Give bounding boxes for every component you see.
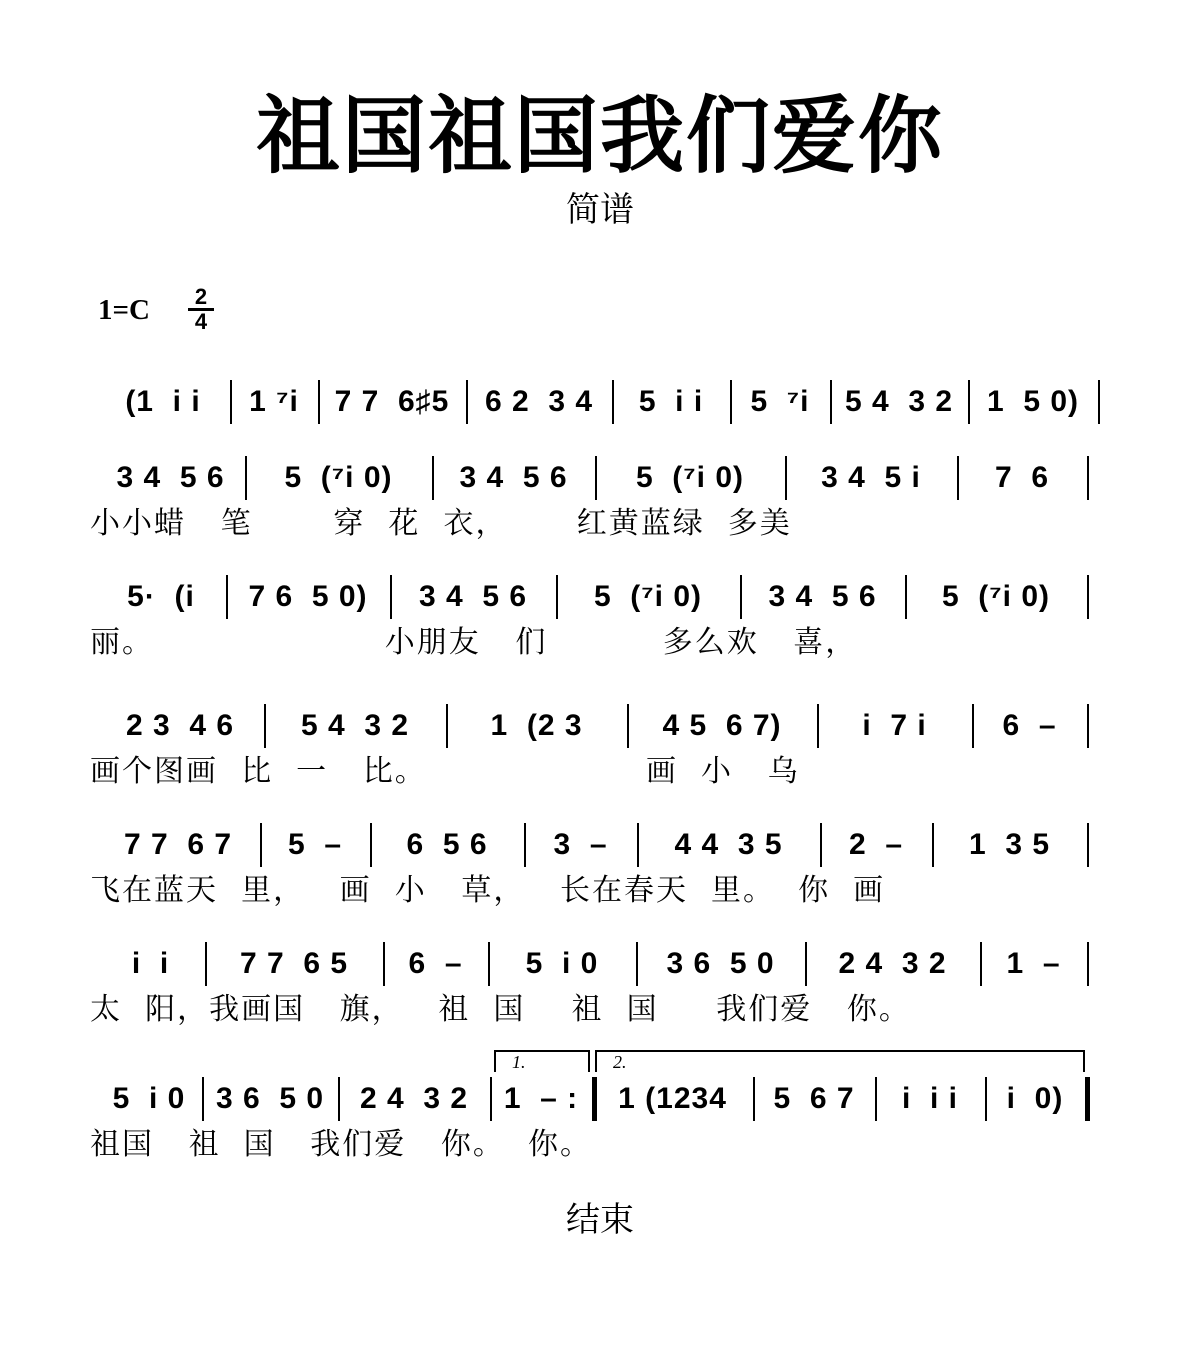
measure-7-7: i i i bbox=[901, 1082, 958, 1115]
barline bbox=[636, 942, 638, 986]
volta-second-label: 2. bbox=[613, 1052, 627, 1072]
measure-4-6: 6 – bbox=[1002, 709, 1057, 742]
measure-5-7: 1 3 5 bbox=[968, 828, 1051, 861]
measure-6-7: 1 – bbox=[1006, 947, 1061, 980]
barline bbox=[637, 823, 639, 867]
barline bbox=[432, 456, 434, 500]
measure-5-3: 6 5 6 bbox=[406, 828, 488, 861]
lyric-line-7: 祖国 祖 国 我们爱 你。 你。 bbox=[90, 1127, 592, 1162]
time-signature-bottom: 4 bbox=[194, 309, 208, 334]
barline bbox=[817, 704, 819, 748]
measure-2-1: 3 4 5 6 bbox=[116, 461, 225, 494]
measure-6-6: 2 4 3 2 bbox=[838, 947, 947, 980]
measure-1-7: 5 4 3 2 bbox=[844, 385, 954, 418]
barline bbox=[985, 1077, 987, 1121]
measure-7-4: 1 – : bbox=[503, 1082, 579, 1115]
volta-first-bracket bbox=[494, 1050, 590, 1072]
barline bbox=[446, 704, 448, 748]
ending-text: 结束 bbox=[566, 1200, 634, 1240]
barline bbox=[490, 1077, 492, 1121]
measure-3-6: 5 (⁷i 0) bbox=[941, 580, 1051, 613]
volta-second-bracket bbox=[595, 1050, 1085, 1072]
measure-5-5: 4 4 3 5 bbox=[674, 828, 783, 861]
barline bbox=[905, 575, 907, 619]
barline bbox=[875, 1077, 877, 1121]
barline bbox=[260, 823, 262, 867]
barline bbox=[264, 704, 266, 748]
barline bbox=[805, 942, 807, 986]
barline bbox=[595, 456, 597, 500]
measure-7-8: i 0) bbox=[1006, 1082, 1064, 1115]
measure-1-4: 6 2 3 4 bbox=[484, 385, 594, 418]
barline bbox=[740, 575, 742, 619]
barline bbox=[830, 380, 832, 424]
barline bbox=[202, 1077, 204, 1121]
barline bbox=[968, 380, 970, 424]
lyric-line-5: 飞在蓝天 里， 画 小 草， 长在春天 里。 你 画 bbox=[90, 873, 886, 908]
barline bbox=[1087, 823, 1089, 867]
measure-6-1: i i bbox=[131, 947, 170, 980]
volta-first-label: 1. bbox=[512, 1052, 526, 1072]
key-signature: 1=C bbox=[98, 294, 150, 326]
barline bbox=[627, 704, 629, 748]
barline bbox=[466, 380, 468, 424]
barline bbox=[524, 823, 526, 867]
measure-4-1: 2 3 4 6 bbox=[125, 709, 235, 742]
measure-5-4: 3 – bbox=[553, 828, 608, 861]
lyric-line-4: 画个图画 比 一 比。 画 小 乌 bbox=[90, 754, 800, 789]
measure-6-4: 5 i 0 bbox=[525, 947, 599, 980]
time-signature-top: 2 bbox=[194, 284, 208, 309]
barline bbox=[972, 704, 974, 748]
measure-4-3: 1 (2 3 bbox=[490, 709, 583, 742]
measure-2-3: 3 4 5 6 bbox=[459, 461, 568, 494]
barline bbox=[245, 456, 247, 500]
measure-5-6: 2 – bbox=[848, 828, 904, 861]
measure-5-2: 5 – bbox=[287, 828, 343, 861]
final-barline bbox=[1085, 1077, 1090, 1121]
measure-6-2: 7 7 6 5 bbox=[239, 947, 349, 980]
measure-6-5: 3 6 5 0 bbox=[666, 947, 775, 980]
barline bbox=[1087, 942, 1089, 986]
measure-1-6: 5 ⁷i bbox=[750, 385, 810, 418]
barline bbox=[370, 823, 372, 867]
measure-4-4: 4 5 6 7) bbox=[662, 709, 782, 742]
measure-3-4: 5 (⁷i 0) bbox=[593, 580, 703, 613]
measure-1-3: 7 7 6♯5 bbox=[334, 385, 450, 418]
song-subtitle: 简谱 bbox=[566, 190, 634, 230]
barline bbox=[753, 1077, 755, 1121]
barline bbox=[820, 823, 822, 867]
measure-7-5: 1 (1234 bbox=[618, 1082, 727, 1115]
measure-2-6: 7 6 bbox=[994, 461, 1050, 494]
barline bbox=[205, 942, 207, 986]
barline bbox=[612, 380, 614, 424]
barline bbox=[556, 575, 558, 619]
barline bbox=[932, 823, 934, 867]
measure-2-2: 5 (⁷i 0) bbox=[284, 461, 393, 494]
barline bbox=[230, 380, 232, 424]
barline bbox=[980, 942, 982, 986]
measure-7-3: 2 4 3 2 bbox=[359, 1082, 469, 1115]
barline bbox=[1098, 380, 1100, 424]
barline bbox=[318, 380, 320, 424]
measure-3-3: 3 4 5 6 bbox=[418, 580, 528, 613]
barline bbox=[338, 1077, 340, 1121]
lyric-line-2: 小小蜡 笔 穿 花 衣， 红黄蓝绿 多美 bbox=[90, 506, 792, 541]
measure-1-2: 1 ⁷i bbox=[249, 385, 299, 418]
lyric-line-3: 丽。 小朋友 们 多么欢 喜， bbox=[90, 625, 858, 660]
barline bbox=[785, 456, 787, 500]
measure-1-5: 5 i i bbox=[638, 385, 704, 418]
measure-7-1: 5 i 0 bbox=[112, 1082, 186, 1115]
measure-3-2: 7 6 5 0) bbox=[248, 580, 368, 613]
barline bbox=[383, 942, 385, 986]
barline bbox=[226, 575, 228, 619]
barline bbox=[488, 942, 490, 986]
barline bbox=[1087, 456, 1089, 500]
measure-4-5: i 7 i bbox=[862, 709, 927, 742]
measure-7-2: 3 6 5 0 bbox=[215, 1082, 325, 1115]
measure-3-1: 5· (i bbox=[127, 580, 195, 613]
barline bbox=[957, 456, 959, 500]
repeat-barline bbox=[592, 1077, 597, 1121]
barline bbox=[1087, 575, 1089, 619]
barline bbox=[730, 380, 732, 424]
lyric-line-6: 太 阳，我画国 旗， 祖 国 祖 国 我们爱 你。 bbox=[90, 992, 911, 1027]
time-signature bbox=[188, 286, 214, 333]
measure-2-5: 3 4 5 i bbox=[821, 461, 921, 494]
measure-3-5: 3 4 5 6 bbox=[768, 580, 877, 613]
barline bbox=[1087, 704, 1089, 748]
barline bbox=[390, 575, 392, 619]
measure-6-3: 6 – bbox=[408, 947, 463, 980]
measure-1-8: 1 5 0) bbox=[986, 385, 1080, 418]
measure-4-2: 5 4 3 2 bbox=[300, 709, 410, 742]
measure-1-1: (1 i i bbox=[125, 385, 201, 418]
song-title: 祖国祖国我们爱你 bbox=[255, 87, 944, 185]
measure-5-1: 7 7 6 7 bbox=[123, 828, 233, 861]
measure-2-4: 5 (⁷i 0) bbox=[635, 461, 745, 494]
measure-7-6: 5 6 7 bbox=[773, 1082, 855, 1115]
